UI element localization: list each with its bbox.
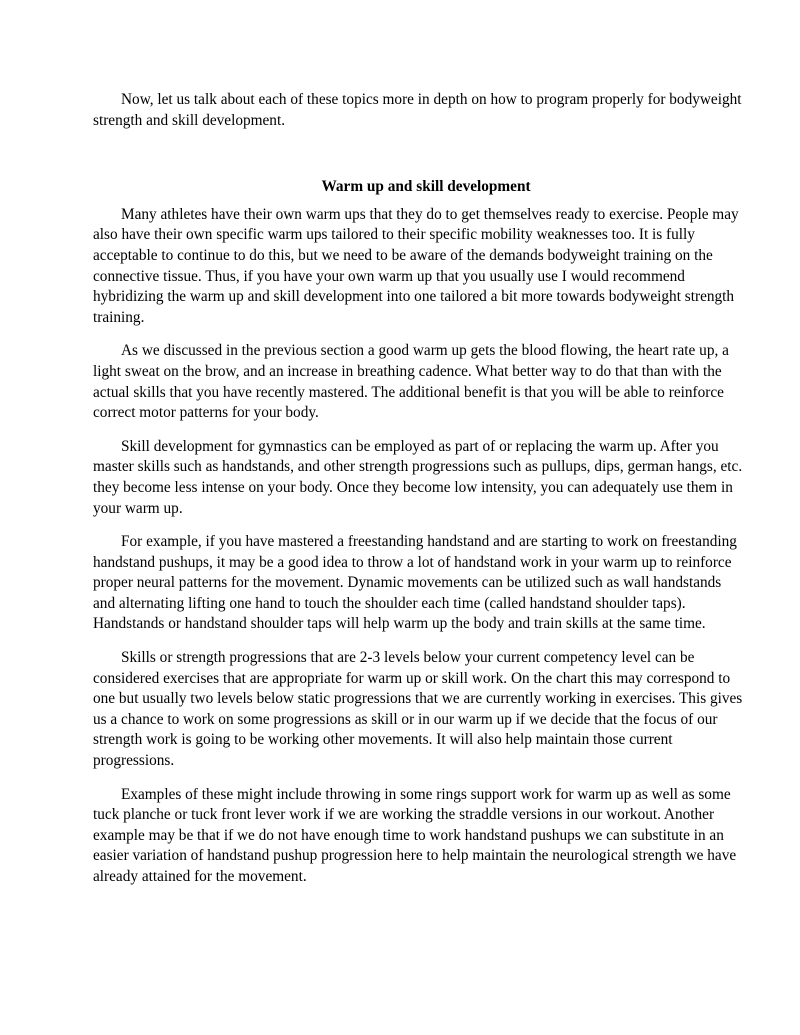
- text-line: easier variation of handstand pushup progression here to help maintain the neurological strength we have: [93, 847, 737, 865]
- text-line: As we discussed in the previous section a good warm up gets the blood flowing, the heart rate up, a: [121, 342, 729, 360]
- section-heading: Warm up and skill development: [321, 178, 531, 196]
- text-line: connective tissue. Thus, if you have your own warm up that you usually use I would recommend: [93, 267, 685, 285]
- text-line: strength and skill development.: [93, 111, 286, 129]
- text-line: master skills such as handstands, and other strength progressions such as pullups, dips, german hangs, etc.: [93, 458, 743, 476]
- text-line: strength work is going to be working other movements. It will also help maintain those current: [93, 731, 673, 749]
- text-line: Skill development for gymnastics can be employed as part of or replacing the warm up. After you: [121, 437, 719, 455]
- body-paragraph: [93, 437, 759, 519]
- document-page: [93, 90, 759, 901]
- text-line: correct motor patterns for your body.: [93, 404, 319, 422]
- text-line: acceptable to continue to do this, but we need to be aware of the demands bodyweight training on the: [93, 246, 713, 264]
- text-line: Handstands or handstand shoulder taps will help warm up the body and train skills at the same time.: [93, 615, 706, 633]
- text-line: progressions.: [93, 752, 175, 770]
- body-paragraph: [93, 205, 759, 329]
- text-line: considered exercises that are appropriate for warm up or skill work. On the chart this may correspond to: [93, 669, 731, 687]
- text-line: For example, if you have mastered a freestanding handstand and are starting to work on freestanding: [121, 533, 737, 551]
- text-line: Now, let us talk about each of these topics more in depth on how to program properly for bodyweight: [121, 91, 742, 108]
- body-paragraph: [93, 785, 759, 888]
- text-line: example may be that if we do not have enough time to work handstand pushups we can substitute in an: [93, 826, 724, 844]
- intro-paragraph: [93, 90, 759, 131]
- text-line: handstand pushups, it may be a good idea to throw a lot of handstand work in your warm up to reinforce: [93, 553, 732, 571]
- text-line: also have their own specific warm ups tailored to their specific mobility weaknesses too. It is fully: [93, 226, 695, 244]
- text-line: us a chance to work on some progressions as skill or in our warm up if we decide that the focus of our: [93, 710, 718, 728]
- text-line: training.: [93, 308, 145, 326]
- text-line: your warm up.: [93, 499, 183, 517]
- text-line: already attained for the movement.: [93, 868, 307, 885]
- text-line: and alternating lifting one hand to touch the shoulder each time (called handstand shoulder taps).: [93, 594, 686, 612]
- body-paragraph: [93, 341, 759, 423]
- text-line: Examples of these might include throwing in some rings support work for warm up as well as some: [121, 785, 731, 803]
- text-line: tuck planche or tuck front lever work if we are working the straddle versions in our workout. Another: [93, 806, 715, 824]
- text-line: light sweat on the brow, and an increase in breathing cadence. What better way to do that than with the: [93, 362, 722, 380]
- body-paragraph: [93, 532, 759, 635]
- text-line: they become less intense on your body. Once they become low intensity, you can adequately use them in: [93, 478, 733, 496]
- text-line: Skills or strength progressions that are 2-3 levels below your current competency level can be: [121, 649, 695, 667]
- text-line: actual skills that you have recently mastered. The additional benefit is that you will be able to reinforce: [93, 383, 724, 401]
- text-line: Many athletes have their own warm ups that they do to get themselves ready to exercise. People may: [121, 205, 739, 223]
- text-line: proper neural patterns for the movement. Dynamic movements can be utilized such as wall handstands: [93, 574, 722, 592]
- text-line: one but usually two levels below static progressions that we are currently working in exercises. This gives: [93, 690, 743, 708]
- text-line: hybridizing the warm up and skill development into one tailored a bit more towards bodyweight strength: [93, 288, 735, 306]
- body-paragraph: [93, 648, 759, 772]
